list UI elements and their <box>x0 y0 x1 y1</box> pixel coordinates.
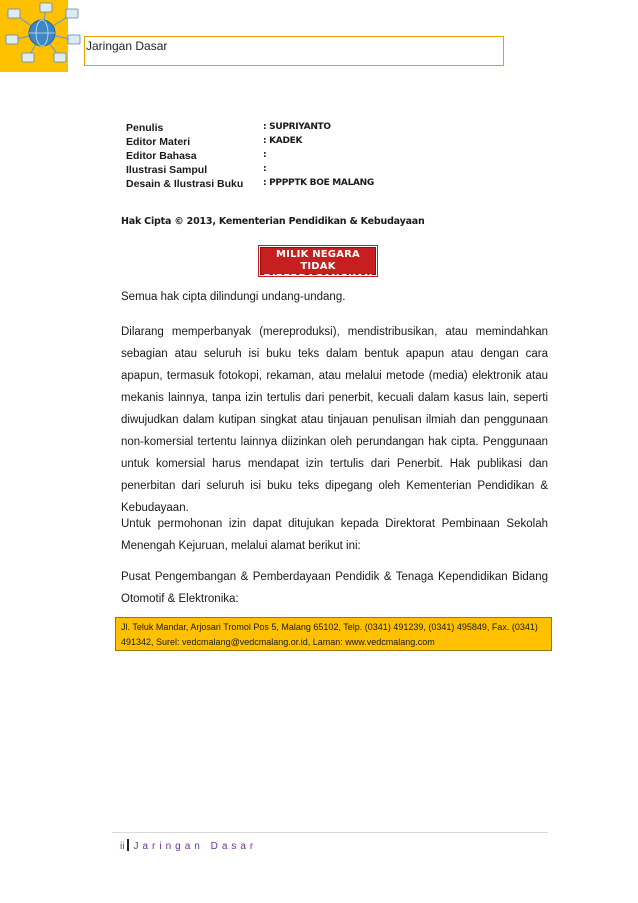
address-box: Jl. Teluk Mandar, Arjosari Tromol Pos 5, Malang 65102, Telp. (0341) 491239, (0341) 495849, Fax. (0341) 491342, Surel: vedcmalang@vedcmalang.or.id, Laman: www.vedcmalang.com <box>115 617 552 651</box>
stamp-line-2: TIDAK DIPERDAGANGKAN <box>263 261 373 284</box>
credit-label: Ilustrasi Sampul <box>126 164 208 176</box>
state-property-stamp <box>260 247 376 284</box>
credit-label: Editor Bahasa <box>126 150 197 162</box>
copyright-notice: Hak Cipta © 2013, Kementerian Pendidikan & Kebudayaan <box>121 216 425 227</box>
prohibition-paragraph: Dilarang memperbanyak (mereproduksi), mendistribusikan, atau memindahkan sebagian atau seluruh isi buku teks dalam bentuk apapun atau dengan cara apapun, termasuk fotokopi, rekaman, atau melalui metode (media) elektronik atau mekanis lainnya, tanpa izin tertulis dari penerbit, kecuali dalam kasus lain, seperti diwujudkan dalam kutipan singkat atau tinjauan penulisan ilmiah dan penggunaan non-komersial tertentu lainnya diizinkan oleh perundangan hak cipta. Penggunaan untuk komersial harus mendapat izin tertulis dari Penerbit. Hak publikasi dan penerbitan dari seluruh isi buku teks dipegang oleh Kementerian Pendidikan & Kebudayaan. <box>121 326 548 514</box>
credit-label: Editor Materi <box>126 136 191 148</box>
credit-label: Penulis <box>126 122 164 134</box>
credit-value: : SUPRIYANTO <box>263 122 331 132</box>
credit-value: : <box>263 164 267 174</box>
footer-book-title: Jaringan Dasar <box>133 841 258 852</box>
page-number: ii <box>120 841 125 852</box>
network-globe-icon <box>0 0 84 66</box>
credit-label: Desain & Ilustrasi Buku <box>126 178 244 190</box>
footer-separator <box>127 839 129 851</box>
header-title: Jaringan Dasar <box>86 39 168 53</box>
permission-request-paragraph: Untuk permohonan izin dapat ditujukan kepada Direktorat Pembinaan Sekolah Menengah Kejuruan, melalui alamat berikut ini: <box>121 518 548 552</box>
footer-divider <box>112 832 548 833</box>
credit-value: : KADEK <box>263 136 303 146</box>
institution-paragraph: Pusat Pengembangan & Pemberdayaan Pendidik & Tenaga Kependidikan Bidang Otomotif & Elektronika: <box>121 571 548 605</box>
rights-paragraph: Semua hak cipta dilindungi undang-undang. <box>121 291 346 303</box>
credit-value: : PPPPTK BOE MALANG <box>263 178 374 188</box>
stamp-line-1: MILIK NEGARA <box>276 249 360 260</box>
credit-value: : <box>263 150 267 160</box>
page-footer <box>120 839 257 852</box>
